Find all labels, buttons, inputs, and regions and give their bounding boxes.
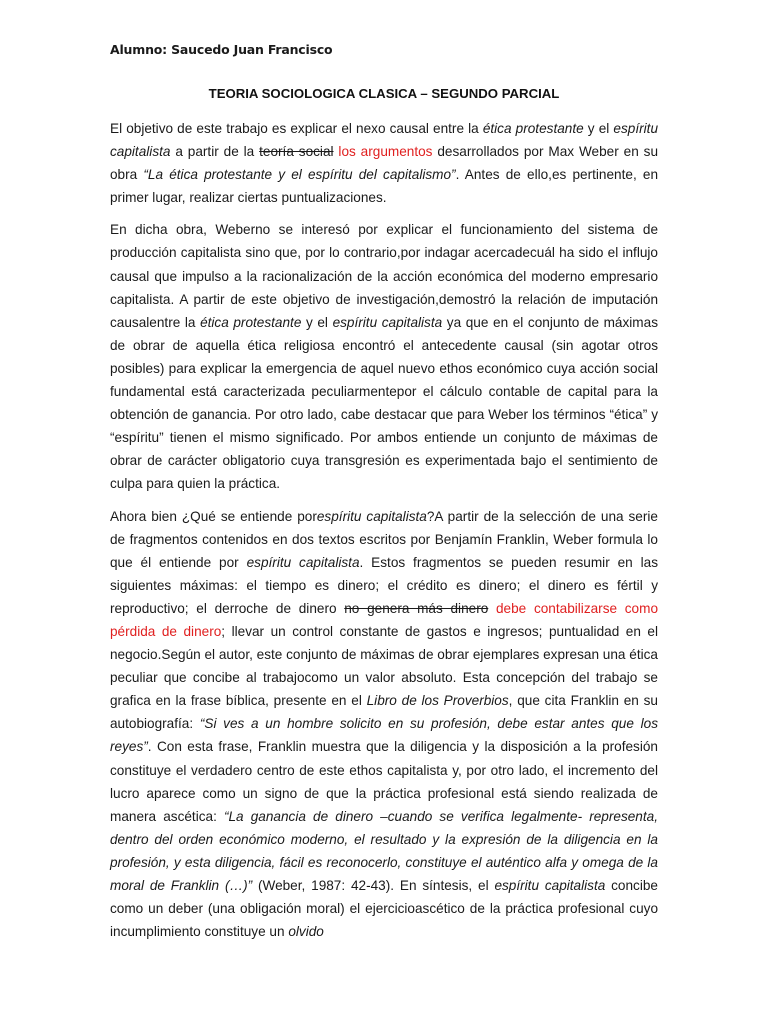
red-correction: los argumentos: [338, 144, 433, 160]
text-run: Ahora bien ¿Qué se entiende por: [110, 508, 317, 524]
italic-quote: “La ética protestante y el espíritu del capitalismo”: [143, 167, 456, 183]
text-run: y el: [301, 314, 333, 330]
italic-term: espíritu capitalista: [332, 314, 443, 330]
italic-quote: “La ganancia de dinero –cuando se verifica legalmente- representa, dentro del orden económico moderno, el resultado y la expresión de la diligencia en la profesión, y esta diligencia, fácil es reconocerlo, constituye el auténtico alfa y omega de la moral de Franklin (…)”: [110, 808, 658, 893]
paragraph-1: [110, 117, 658, 209]
text-run: a partir de la: [170, 144, 260, 160]
text-run: . Estos fragmentos se pueden resumir en las siguientes máximas: el tiempo es dinero; el crédito es dinero; el dinero es fértil y reproductivo; el derroche de dinero: [110, 554, 658, 616]
italic-term: espíritu capitalista: [110, 121, 658, 160]
text-run: y el: [583, 121, 614, 136]
text-run: . Con esta frase, Franklin muestra que la diligencia y la disposición a la profesión constituye el verdadero centro de este ethos capitalista y, por otro lado, el incremento del lucro aparece como un signo de que la práctica profesional está siendo realizada de manera ascética:: [110, 739, 658, 824]
text-run: ya que en el conjunto de máximas de obrar de aquella ética religiosa encontró el antecedente causal (sin agotar otros posibles) para explicar la emergencia de aquel nuevo ethos económico cuya acción social fundamental está caracterizada peculiarmentepor el cálculo contable de capital para la obtención de ganancia. Por otro lado, cabe destacar que para Weber los términos “ética” y “espíritu” tienen el mismo significado. Por ambos entiende un conjunto de máximas de obrar de carácter obligatorio cuya transgresión es experimentada bajo el sentimiento de culpa para quien la práctica.: [110, 314, 658, 492]
text-run: El objetivo de este trabajo es explicar el nexo causal entre la: [110, 121, 483, 136]
text-run: ?A partir de la selección de una serie de fragmentos contenidos en dos textos escritos por Benjamín Franklin, Weber formula lo que él entiende por: [110, 508, 658, 570]
text-run: [488, 601, 496, 616]
author-line: Alumno: Saucedo Juan Francisco: [110, 42, 333, 57]
italic-term: espíritu capitalista: [316, 508, 427, 524]
text-run: ; llevar un control constante de gastos e ingresos; puntualidad en el negocio.Según el autor, este conjunto de máximas de obrar ejemplares expresan una ética peculiar que concibe al trabajocomo un valor absoluto. Esta concepción del trabajo se grafica en la frase bíblica, presente en el: [110, 623, 658, 709]
document-title: TEORIA SOCIOLOGICA CLASICA – SEGUNDO PARCIAL: [208, 86, 560, 101]
italic-quote: “Si ves a un hombre solicito en su profesión, debe estar antes que los reyes”: [110, 716, 658, 755]
italic-term: espíritu capitalista: [494, 878, 606, 893]
paragraph-2: [110, 218, 658, 495]
struck-text: no genera más dinero: [344, 600, 489, 616]
italic-term: espíritu capitalista: [246, 554, 360, 570]
italic-term: ética protestante: [482, 121, 584, 136]
red-correction: debe contabilizarse como pérdida de dinero: [110, 600, 659, 639]
text-run: . Antes de ello,es pertinente, en primer lugar, realizar ciertas puntualizaciones.: [110, 167, 659, 206]
text-run: desarrollados por Max Weber en su obra: [110, 144, 659, 183]
text-run: , que cita Franklin en su autobiografía:: [110, 693, 658, 732]
text-run: (Weber, 1987: 42-43). En síntesis, el: [252, 878, 495, 893]
italic-term: olvido: [288, 924, 324, 940]
struck-text: teoría social: [259, 144, 334, 160]
italic-title: Libro de los Proverbios: [366, 693, 509, 709]
paragraph-3: [110, 505, 658, 944]
italic-term: ética protestante: [200, 314, 302, 330]
document-body: [110, 117, 658, 952]
text-run: En dicha obra, Weberno se interesó por explicar el funcionamiento del sistema de producción capitalista sino que, por lo contrario,por indagar acercadecuál ha sido el influjo causal que impulso a la racionalización de la acción económica del moderno empresario capitalista. A partir de este objetivo de investigación,demostró la relación de imputación causalentre la: [110, 222, 658, 330]
text-run: concibe como un deber (una obligación moral) el ejercicioascético de la práctica profesional cuyo incumplimiento constituye un: [110, 878, 658, 940]
